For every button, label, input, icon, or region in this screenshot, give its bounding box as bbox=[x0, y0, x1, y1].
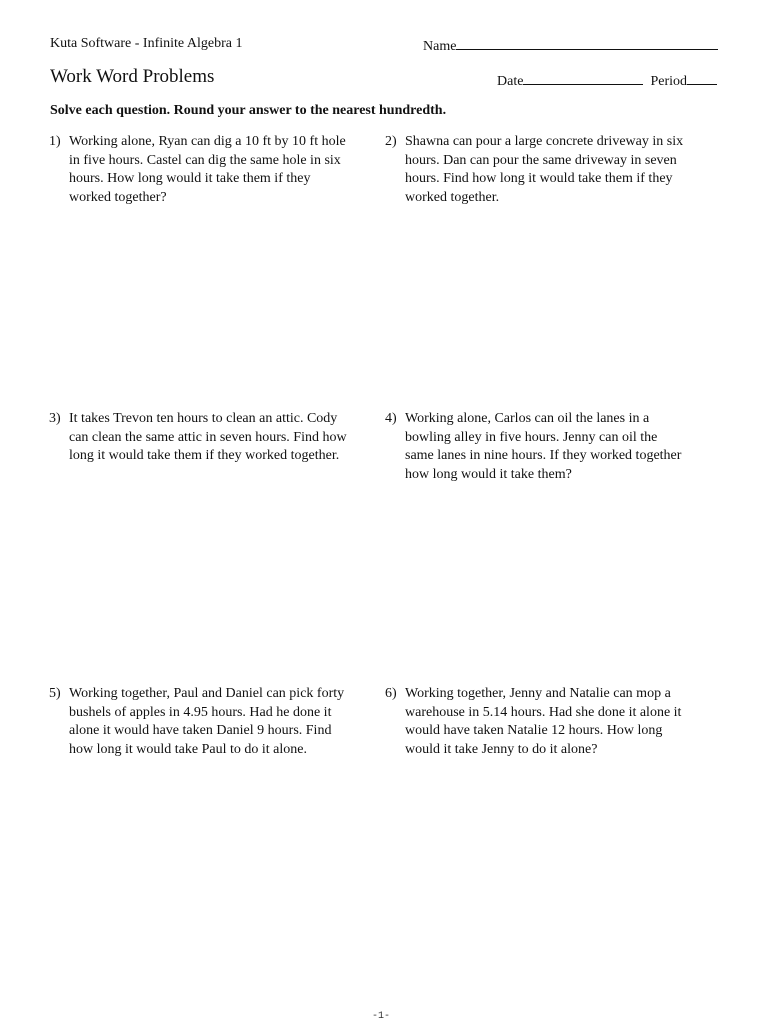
problem-1 bbox=[49, 133, 349, 208]
problem-number: 6) bbox=[385, 686, 397, 701]
problem-text: Working together, Paul and Daniel can pick forty bushels of apples in 4.95 hours. Had he done it alone it would have taken Daniel 9 hours. Find how long it would take Paul to do it alone. bbox=[69, 686, 345, 758]
problem-2 bbox=[385, 133, 685, 208]
instructions: Solve each question. Round your answer to the nearest hundredth. bbox=[50, 103, 447, 118]
problem-number: 4) bbox=[385, 411, 397, 426]
date-label: Date bbox=[497, 74, 524, 89]
problem-text: Working alone, Carlos can oil the lanes in a bowling alley in five hours. Jenny can oil the same lanes in nine hours. If they worked together how long would it take them? bbox=[405, 411, 682, 483]
problem-text: Shawna can pour a large concrete driveway in six hours. Dan can pour the same driveway in seven hours. Find how long it would take them if they worked together. bbox=[405, 134, 684, 206]
problem-6 bbox=[385, 685, 685, 760]
problem-number: 3) bbox=[49, 411, 61, 426]
problem-text: Working alone, Ryan can dig a 10 ft by 10 ft hole in five hours. Castel can dig the same hole in six hours. How long would it take them if they worked together? bbox=[69, 134, 346, 206]
period-label: Period bbox=[650, 74, 687, 89]
name-label: Name bbox=[423, 39, 457, 54]
problem-5 bbox=[49, 685, 349, 760]
problem-text: Working together, Jenny and Natalie can mop a warehouse in 5.14 hours. Had she done it alone it would have taken Natalie 12 hours. How long would it take Jenny to do it alone? bbox=[405, 686, 682, 758]
worksheet-title: Work Word Problems bbox=[50, 66, 215, 87]
problem-number: 1) bbox=[49, 134, 61, 149]
page-number: -1- bbox=[372, 1011, 391, 1022]
problem-3 bbox=[49, 410, 349, 466]
problem-number: 5) bbox=[49, 686, 61, 701]
date-period-fields bbox=[497, 71, 717, 90]
problem-text: It takes Trevon ten hours to clean an attic. Cody can clean the same attic in seven hours. Find how long it would take them if they worked together. bbox=[69, 411, 347, 464]
date-blank-line[interactable] bbox=[523, 71, 643, 85]
period-blank-line[interactable] bbox=[687, 71, 717, 85]
name-field[interactable] bbox=[423, 36, 718, 55]
name-blank-line[interactable] bbox=[456, 36, 718, 50]
publisher-label: Kuta Software - Infinite Algebra 1 bbox=[50, 36, 243, 51]
problem-number: 2) bbox=[385, 134, 397, 149]
problem-4 bbox=[385, 410, 685, 485]
